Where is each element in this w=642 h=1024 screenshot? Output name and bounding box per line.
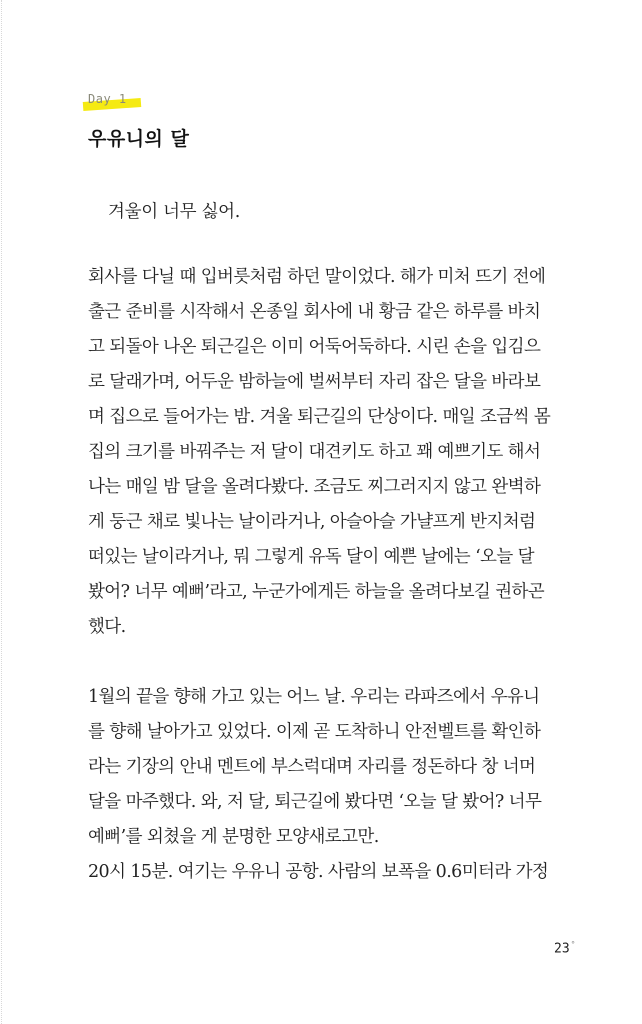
text-line: 나는 매일 밤 달을 올려다봤다. 조금도 찌그러지지 않고 완벽하: [88, 477, 541, 497]
text-line: 했다.: [88, 617, 126, 637]
paragraph-1: [88, 260, 582, 645]
text-line: 예뻐’를 외쳤을 게 분명한 모양새로고만.: [88, 827, 379, 847]
text-line: 로 달래가며, 어두운 밤하늘에 벌써부터 자리 잡은 달을 바라보: [88, 372, 541, 392]
text-line: 떠있는 날이라거나, 뭐 그렇게 유독 달이 예쁜 날에는 ‘오늘 달: [88, 547, 534, 567]
day-label: Day 1: [88, 92, 127, 106]
opening-line: 겨울이 너무 싫어.: [108, 202, 241, 222]
book-page: [88, 0, 582, 1024]
text-line: 달을 마주했다. 와, 저 달, 퇴근길에 봤다면 ‘오늘 달 봤어? 너무: [88, 792, 542, 812]
page-marker-dot: °: [570, 940, 576, 949]
chapter-title: 우유니의 달: [88, 128, 190, 150]
text-line: 를 향해 날아가고 있었다. 이제 곧 도착하니 안전벨트를 확인하: [88, 722, 541, 742]
text-line: 20시 15분. 여기는 우유니 공항. 사람의 보폭을 0.6미터라 가정: [88, 862, 549, 882]
paragraph-2: [88, 680, 582, 890]
text-line: 회사를 다닐 때 입버릇처럼 하던 말이었다. 해가 미처 뜨기 전에: [88, 267, 546, 287]
page-edge-dotted-line: [1, 0, 2, 1024]
text-line: 1월의 끝을 향해 가고 있는 어느 날. 우리는 라파즈에서 우유니: [88, 687, 540, 707]
text-line: 봤어? 너무 예뻐’라고, 누군가에게든 하늘을 올려다보길 권하곤: [88, 582, 545, 602]
text-line: 라는 기장의 안내 멘트에 부스럭대며 자리를 정돈하다 창 너머: [88, 757, 536, 777]
page-number: [554, 940, 575, 956]
text-line: 며 집으로 들어가는 밤. 겨울 퇴근길의 단상이다. 매일 조금씩 몸: [88, 407, 551, 427]
text-line: 집의 크기를 바꿔주는 저 달이 대견키도 하고 꽤 예쁘기도 해서: [88, 442, 541, 462]
text-line: 고 되돌아 나온 퇴근길은 이미 어둑어둑하다. 시린 손을 입김으: [88, 337, 541, 357]
text-line: 게 둥근 채로 빛나는 날이라거나, 아슬아슬 가냘프게 반지처럼: [88, 512, 536, 532]
text-line: 출근 준비를 시작해서 온종일 회사에 내 황금 같은 하루를 바치: [88, 302, 541, 322]
page-number-value: 23: [554, 941, 570, 957]
